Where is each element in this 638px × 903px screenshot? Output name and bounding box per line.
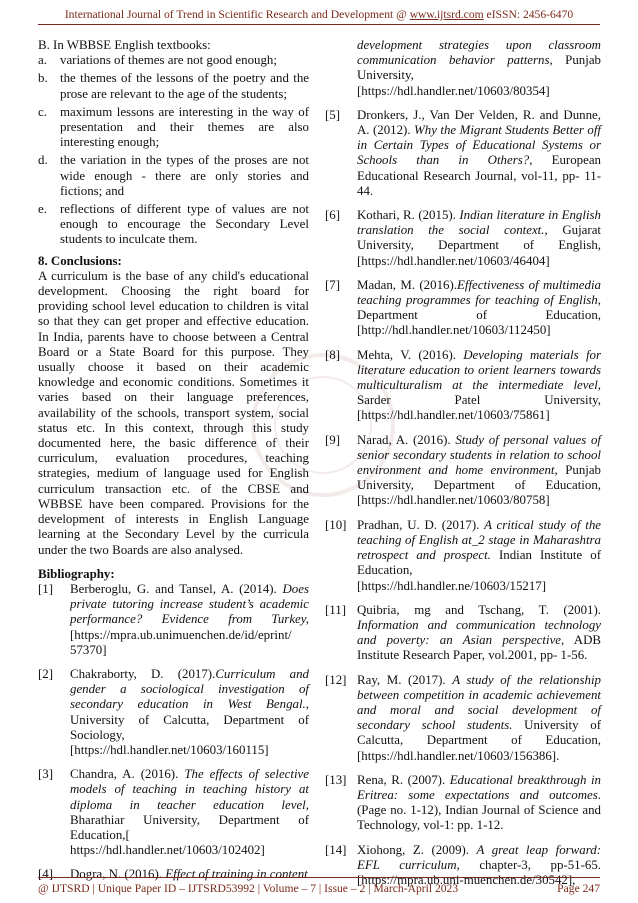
list-item bbox=[38, 105, 309, 151]
reference-item bbox=[38, 867, 309, 882]
reference-item bbox=[38, 582, 309, 658]
reference-text: Narad, A. (2016). Study of personal values of senior secondary students in relation to school environment and home environment, Punjab University, Department of Education, [https://hdl.handler.net/10603/80758] bbox=[357, 432, 602, 508]
reference-text: Rena, R. (2007). Educational breakthrough in Eritrea: some expectations and outcomes. (Page no. 1-12), Indian Journal of Science and Technology, vol-1: pp. 1-12. bbox=[357, 772, 601, 833]
list-item-label: a. bbox=[38, 53, 47, 68]
journal-link[interactable]: www.ijtsrd.com bbox=[409, 8, 484, 21]
reference-number: [9] bbox=[325, 432, 341, 447]
reference-number: [11] bbox=[325, 602, 346, 617]
reference-text: Chakraborty, D. (2017).Curriculum and gender a sociological investigation of secondary education in West Bengal., University of Calcutta, Department of Sociology, [https://hdl.handler.net/10603/160115] bbox=[70, 666, 309, 757]
header-text: International Journal of Trend in Scientific Research and Development @ bbox=[64, 8, 410, 21]
list-item-text: reflections of different type of values are not enough to encourage the Secondary Level students to inculcate them. bbox=[60, 202, 309, 247]
header-rule bbox=[38, 24, 600, 25]
reference-item bbox=[325, 278, 601, 339]
list-item-label: e. bbox=[38, 202, 47, 217]
reference-number: [8] bbox=[325, 347, 341, 362]
left-column bbox=[38, 38, 309, 892]
footer-rule bbox=[38, 877, 600, 878]
header-issn: eISSN: 2456-6470 bbox=[483, 8, 574, 21]
reference-item bbox=[325, 773, 601, 834]
reference-item bbox=[325, 673, 601, 764]
reference-number: [7] bbox=[325, 277, 341, 292]
bibliography-heading: Bibliography: bbox=[38, 566, 115, 581]
list-heading: B. In WBBSE English textbooks: bbox=[38, 38, 211, 52]
reference-number: [14] bbox=[325, 842, 347, 857]
reference-text: Ray, M. (2017). A study of the relationship between competition in academic achievement and moral and social development of secondary school students. University of Calcutta, Department of Education, [https://hdl.handler.net/10603/156386]. bbox=[357, 672, 602, 763]
list-item-text: maximum lessons are interesting in the way of presentation and their themes are also interesting enough; bbox=[60, 104, 309, 150]
page-number: Page 247 bbox=[557, 882, 600, 895]
reference-text: Dronkers, J., Van Der Velden, R. and Dunne, A. (2012). Why the Migrant Students Better off in Certain Types of Educational Systems or Schools than in Others?, European Educational Research Journal, vol-11, pp- 11-44. bbox=[357, 107, 602, 198]
reference-item bbox=[325, 518, 601, 594]
reference-text: Madan, M. (2016).Effectiveness of multimedia teaching programmes for teaching of English, Department of Education, [http://hdl.handler.net/10603/112450] bbox=[357, 277, 601, 338]
reference-item bbox=[38, 667, 309, 758]
reference-item bbox=[325, 603, 601, 664]
reference-number: [1] bbox=[38, 581, 54, 596]
list-item bbox=[38, 53, 309, 68]
reference-number: [10] bbox=[325, 517, 347, 532]
reference-text: Mehta, V. (2016). Developing materials for literature education to orient learners towards multiculturalism at the intermediate level, Sarder Patel University, [https://hdl.handler.net/10603/75861] bbox=[357, 347, 601, 423]
page-footer bbox=[38, 882, 600, 895]
right-column bbox=[325, 38, 601, 897]
list-item bbox=[38, 153, 309, 199]
reference-text: Kothari, R. (2015). Indian literature in English translation the social context., Gujarat University, Department of English, [https://hdl.handler.net/10603/46404] bbox=[357, 208, 601, 268]
list-item bbox=[38, 202, 309, 248]
reference-text: Xiohong, Z. (2009). A great leap forward: EFL curriculum, chapter-3, pp-51-65. [https://mpra.ub.uni-muenchen.de/30542], bbox=[357, 842, 601, 887]
reference-item bbox=[325, 348, 601, 424]
journal-header bbox=[0, 8, 638, 21]
list-item-text: variations of themes are not good enough; bbox=[60, 53, 277, 68]
reference-text: Quibria, mg and Tschang, T. (2001). Information and communication technology and poverty: an Asian perspective, ADB Institute Research Paper, vol.2001, pp- 1-56. bbox=[357, 602, 601, 663]
reference-number: [3] bbox=[38, 767, 54, 782]
reference-item bbox=[38, 767, 309, 858]
reference-item bbox=[325, 108, 601, 199]
reference-text: Dogra, N. (2016). Effect of training in content bbox=[70, 867, 308, 882]
list-item-label: b. bbox=[38, 71, 48, 86]
reference-text: Chandra, A. (2016). The effects of selective models of teaching in teaching history at diploma in teacher education level, Bharathiar University, Department of Education,[ https://hdl.handler.net/10603/102402] bbox=[70, 767, 309, 858]
footer-info: @ IJTSRD | Unique Paper ID – IJTSRD53992 | Volume – 7 | Issue – 2 | March-April 2023 bbox=[38, 882, 459, 895]
reference-text: Pradhan, U. D. (2017). A critical study of the teaching of English at_2 stage in Maharashtra retrospect and prospect. Indian Institute of Education, [https://hdl.handler.ne/10603/15217] bbox=[357, 517, 601, 593]
reference-number: [4] bbox=[38, 867, 54, 882]
reference-continuation: development strategies upon classroom communication behavior patterns, Punjab University, [https://hdl.handler.net/10603/80354] bbox=[357, 38, 601, 98]
list-item-text: the themes of the lessons of the poetry and the prose are relevant to the age of the students; bbox=[60, 71, 309, 101]
reference-number: [2] bbox=[38, 666, 54, 681]
conclusions-paragraph: A curriculum is the base of any child's educational development. Choosing the right board for providing school level education to children is vital so that they can get proper and effective education. In India, parents have to choose between a Central Board or a State Board for this purpose. They usually choose it based on their academic knowledge and economic conditions. Sometimes it varies based on their language preferences, availability of the schools, transport system, social status etc. In this context, through this study documented here, the basic difference of their curriculum, evaluation procedures, teaching strategies, medium of language used for English curriculum transaction etc. of the CBSE and WBBSE have been compared. Provisions for the development of interests in English Language learning at the Secondary Level by the curricula under the two Boards are also analysed. bbox=[38, 268, 309, 557]
reference-number: [6] bbox=[325, 208, 341, 223]
reference-number: [12] bbox=[325, 672, 347, 687]
list-item bbox=[38, 71, 309, 101]
reference-item bbox=[325, 208, 601, 269]
list-item-label: c. bbox=[38, 104, 47, 119]
list-item-text: the variation in the types of the proses are not wide enough - there are only stories and fictions; and bbox=[60, 153, 309, 198]
reference-text: Berberoglu, G. and Tansel, A. (2014). Does private tutoring increase student’s academic performance? Evidence from Turkey, [https://mpra.ub.unimuenchen.de/id/eprint/ 57370] bbox=[70, 581, 309, 657]
reference-number: [5] bbox=[325, 107, 341, 122]
reference-number: [13] bbox=[325, 772, 347, 787]
reference-item bbox=[325, 433, 601, 509]
list-item-label: d. bbox=[38, 153, 48, 168]
conclusions-heading: 8. Conclusions: bbox=[38, 253, 122, 268]
